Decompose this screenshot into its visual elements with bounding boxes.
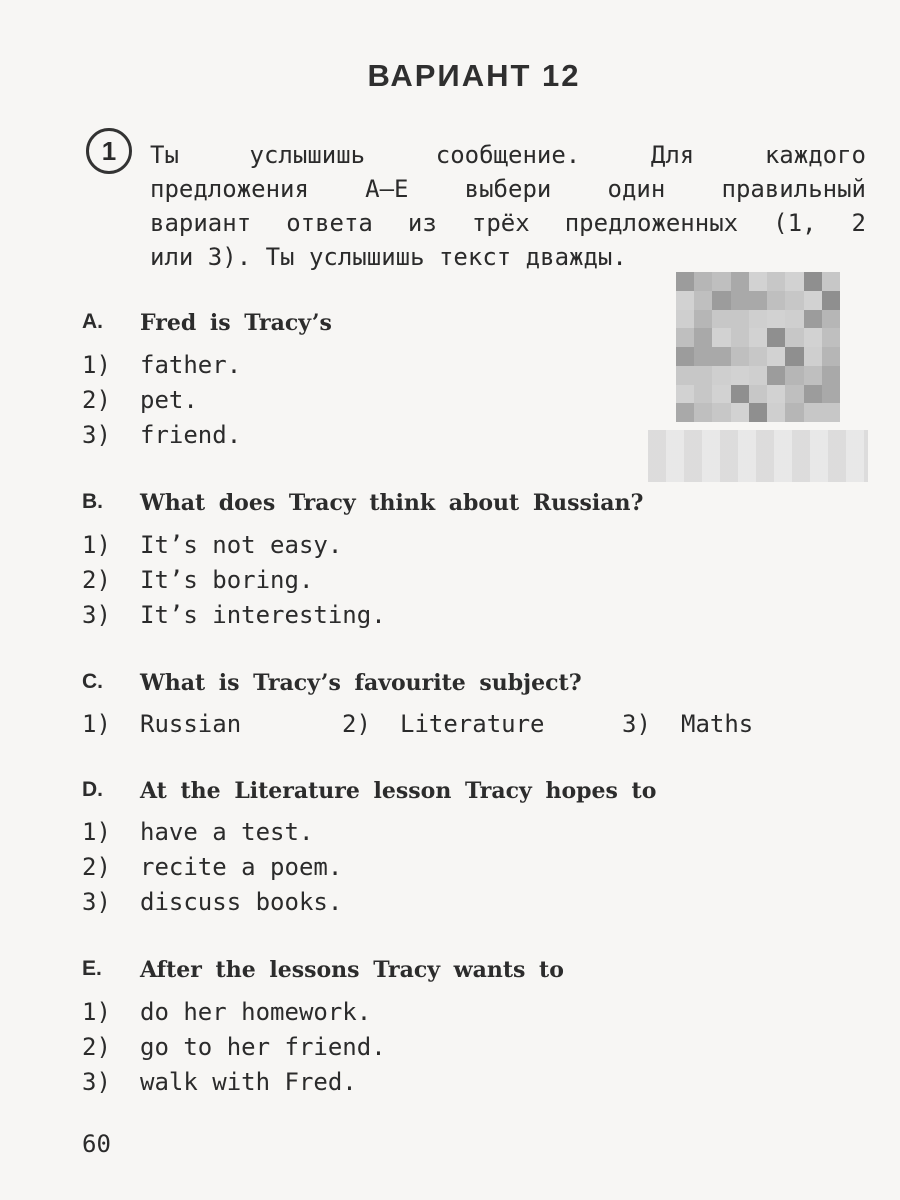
option-number: 2) <box>82 386 111 414</box>
option-number: 1) <box>82 351 111 379</box>
option-text: pet. <box>140 386 198 414</box>
option-text: walk with Fred. <box>140 1068 357 1096</box>
option-text: Literature <box>400 710 545 738</box>
option-text: friend. <box>140 421 242 449</box>
question-d-text: At the Literature lesson Tracy hopes to <box>140 778 657 804</box>
task-instruction <box>150 138 866 274</box>
option-number: 2) <box>82 1033 111 1061</box>
task-number-badge: 1 <box>86 128 132 174</box>
instruction-line: вариант ответа из трёх предложенных (1, 2 <box>150 209 866 237</box>
option-text: discuss books. <box>140 888 343 916</box>
option-text: Russian <box>140 710 242 738</box>
question-b-letter: B. <box>82 490 103 513</box>
option-text: father. <box>140 351 242 379</box>
question-a-letter: A. <box>82 310 103 333</box>
option-text: do her homework. <box>140 998 372 1026</box>
option-number: 3) <box>82 1068 111 1096</box>
question-d-letter: D. <box>82 778 103 801</box>
question-c-text: What is Tracy’s favourite subject? <box>140 670 582 696</box>
option-number: 3) <box>82 888 111 916</box>
option-number: 1) <box>82 998 111 1026</box>
option-number: 3) <box>82 421 111 449</box>
page-number: 60 <box>82 1130 111 1158</box>
option-number: 2) <box>82 566 111 594</box>
option-text: It’s boring. <box>140 566 314 594</box>
question-b-text: What does Tracy think about Russian? <box>140 490 644 516</box>
option-text: have a test. <box>140 818 314 846</box>
instruction-line: или 3). Ты услышишь текст дважды. <box>150 243 627 271</box>
option-number: 2) <box>82 853 111 881</box>
question-c-letter: C. <box>82 670 103 693</box>
option-number: 1) <box>82 531 111 559</box>
question-e-letter: E. <box>82 957 102 980</box>
option-number: 1) <box>82 710 111 738</box>
option-text: It’s interesting. <box>140 601 386 629</box>
option-number: 3) <box>622 710 651 738</box>
option-text: recite a poem. <box>140 853 343 881</box>
option-number: 2) <box>342 710 371 738</box>
option-number: 3) <box>82 601 111 629</box>
instruction-line: Ты услышишь сообщение. Для каждого <box>150 141 866 169</box>
question-e-text: After the lessons Tracy wants to <box>140 957 564 983</box>
option-number: 1) <box>82 818 111 846</box>
instruction-line: предложения A—E выбери один правильный <box>150 175 866 203</box>
qr-code-image <box>676 272 840 422</box>
option-text: go to her friend. <box>140 1033 386 1061</box>
question-a-text: Fred is Tracy’s <box>140 310 332 336</box>
page-title: ВАРИАНТ 12 <box>367 58 581 93</box>
qr-caption-blurred <box>648 430 868 482</box>
option-text: It’s not easy. <box>140 531 343 559</box>
option-text: Maths <box>681 710 754 738</box>
